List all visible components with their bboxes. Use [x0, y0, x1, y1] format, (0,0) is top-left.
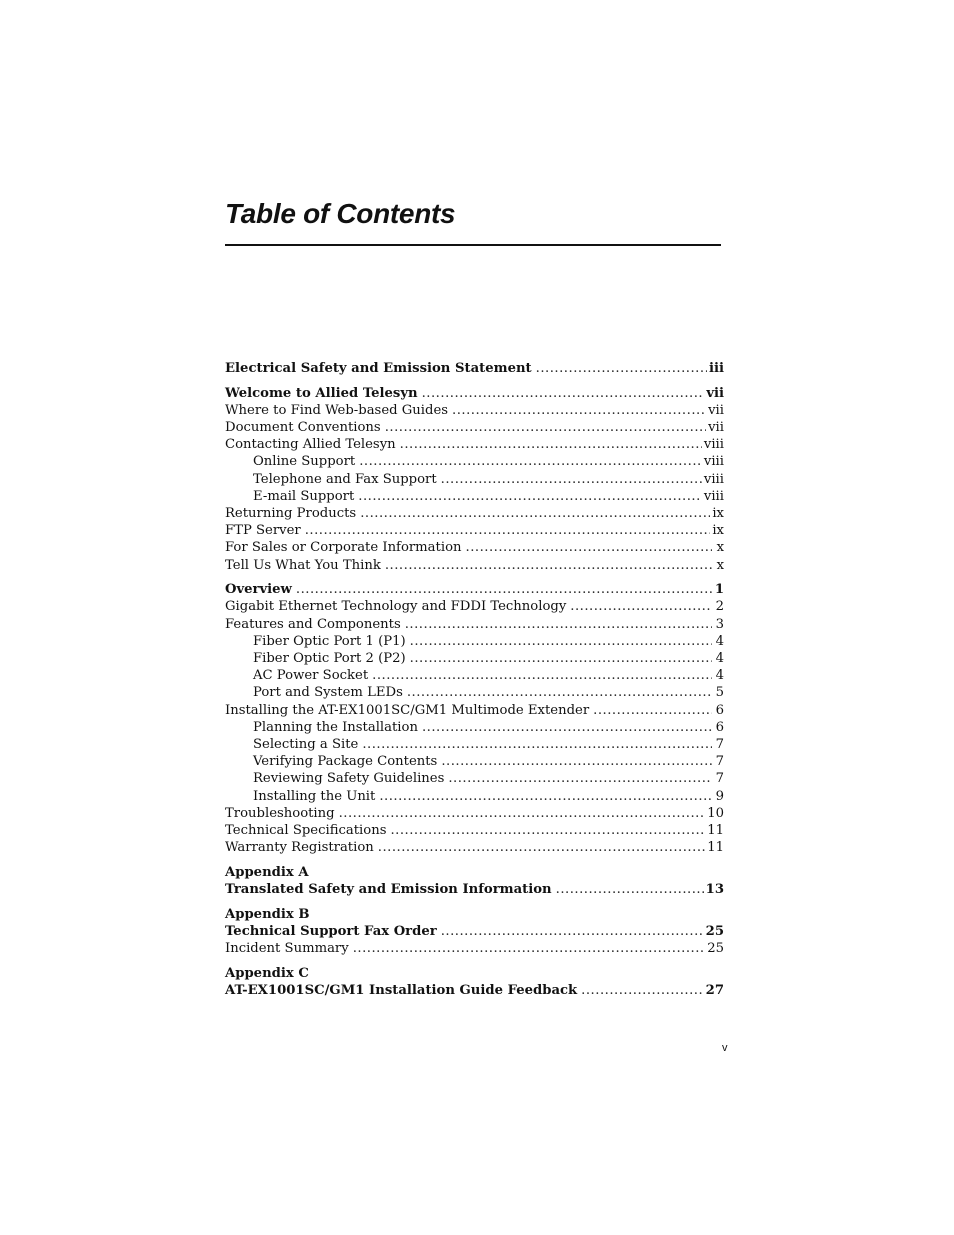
- toc-entry-page: 6: [715, 719, 724, 735]
- toc-leader-dots: [448, 770, 712, 787]
- toc-entry-label: Features and Components: [225, 616, 401, 632]
- toc-entry-label: AT-EX1001SC/GM1 Installation Guide Feedback: [225, 982, 578, 998]
- toc-entry-label: For Sales or Corporate Information: [225, 540, 462, 556]
- toc-leader-dots: [570, 598, 712, 615]
- toc-entry-label: Document Conventions: [225, 420, 381, 436]
- table-of-contents: [225, 360, 724, 999]
- toc-entry[interactable]: [225, 667, 724, 684]
- toc-entry-page: 4: [715, 668, 724, 684]
- toc-entry-label: Welcome to Allied Telesyn: [225, 385, 418, 401]
- toc-entry-page: 1: [714, 582, 724, 598]
- toc-entry[interactable]: [225, 488, 724, 505]
- title-rule: [225, 244, 721, 246]
- toc-leader-dots: [407, 684, 712, 701]
- toc-entry-label: Technical Support Fax Order: [225, 923, 437, 939]
- toc-leader-dots: [353, 940, 706, 957]
- toc-entry[interactable]: [225, 719, 724, 736]
- toc-entry-page: 11: [707, 822, 724, 838]
- toc-leader-dots: [410, 650, 712, 667]
- toc-leader-dots: [441, 753, 712, 770]
- toc-section-heading[interactable]: [225, 965, 724, 982]
- toc-leader-dots: [378, 839, 705, 856]
- toc-leader-dots: [422, 719, 712, 736]
- toc-entry-label: Warranty Registration: [225, 840, 374, 856]
- toc-entry[interactable]: [225, 522, 724, 539]
- toc-entry[interactable]: [225, 436, 724, 453]
- toc-entry-page: 5: [715, 685, 724, 701]
- toc-entry-page: 3: [715, 616, 724, 632]
- toc-leader-dots: [410, 633, 712, 650]
- toc-entry-label: Selecting a Site: [253, 736, 359, 752]
- toc-leader-dots: [593, 702, 712, 719]
- toc-leader-dots: [422, 385, 705, 402]
- toc-entry[interactable]: [225, 598, 724, 615]
- toc-leader-dots: [536, 360, 707, 377]
- toc-leader-dots: [360, 505, 710, 522]
- toc-entry-page: 11: [707, 840, 724, 856]
- toc-entry-label: Verifying Package Contents: [253, 754, 438, 770]
- toc-entry-page: 2: [715, 599, 724, 615]
- toc-entry[interactable]: [225, 505, 724, 522]
- toc-entry-label: Fiber Optic Port 2 (P2): [253, 651, 406, 666]
- toc-leader-dots: [385, 419, 706, 436]
- toc-entry-label: Returning Products: [225, 506, 357, 521]
- toc-entry-page: 7: [715, 754, 724, 770]
- toc-entry[interactable]: [225, 770, 724, 787]
- toc-entry-page: 27: [705, 982, 724, 998]
- toc-entry-page: ix: [712, 523, 724, 539]
- toc-leader-dots: [441, 923, 704, 940]
- toc-entry[interactable]: [225, 839, 724, 856]
- toc-entry[interactable]: [225, 453, 724, 470]
- toc-entry[interactable]: [225, 419, 724, 436]
- toc-leader-dots: [372, 667, 712, 684]
- toc-entry-label: Reviewing Safety Guidelines: [253, 771, 445, 787]
- toc-entry[interactable]: [225, 736, 724, 753]
- toc-entry[interactable]: [225, 633, 724, 650]
- toc-entry-page: x: [716, 557, 724, 573]
- toc-leader-dots: [359, 453, 702, 470]
- toc-entry-page: 25: [705, 923, 724, 939]
- toc-entry-label: Port and System LEDs: [253, 685, 403, 701]
- toc-leader-dots: [385, 557, 712, 574]
- toc-leader-dots: [581, 982, 703, 999]
- toc-section-heading[interactable]: [225, 864, 724, 881]
- toc-entry[interactable]: [225, 881, 724, 898]
- toc-entry-label: Translated Safety and Emission Information: [225, 881, 552, 897]
- toc-entry[interactable]: [225, 402, 724, 419]
- toc-entry-label: Tell Us What You Think: [225, 557, 381, 573]
- toc-section-heading[interactable]: [225, 906, 724, 923]
- toc-entry[interactable]: [225, 753, 724, 770]
- toc-leader-dots: [400, 436, 702, 453]
- toc-leader-dots: [358, 488, 702, 505]
- toc-entry[interactable]: [225, 702, 724, 719]
- toc-entry[interactable]: [225, 822, 724, 839]
- toc-entry-page: viii: [703, 488, 724, 504]
- toc-entry-label: Contacting Allied Telesyn: [225, 437, 396, 453]
- toc-entry-page: 7: [715, 736, 724, 752]
- toc-entry-page: ix: [712, 506, 724, 521]
- toc-entry-label: Gigabit Ethernet Technology and FDDI Technology: [225, 599, 567, 615]
- toc-leader-dots: [452, 402, 706, 419]
- toc-entry-page: viii: [703, 437, 724, 453]
- toc-entry-label: Troubleshooting: [225, 805, 335, 821]
- toc-entry-label: Incident Summary: [225, 941, 349, 956]
- toc-entry[interactable]: [225, 982, 724, 999]
- toc-entry[interactable]: [225, 360, 724, 377]
- toc-entry-label: Appendix C: [225, 965, 309, 981]
- toc-entry-label: Electrical Safety and Emission Statement: [225, 361, 532, 376]
- toc-entry-page: vii: [706, 385, 724, 401]
- toc-entry-page: 6: [715, 702, 724, 718]
- toc-entry-label: AC Power Socket: [253, 668, 369, 684]
- toc-leader-dots: [305, 522, 711, 539]
- toc-entry-page: 10: [707, 805, 724, 821]
- toc-entry-page: vii: [708, 402, 724, 418]
- toc-entry[interactable]: [225, 471, 724, 488]
- toc-entry[interactable]: [225, 650, 724, 667]
- toc-leader-dots: [296, 581, 712, 598]
- toc-entry-page: 4: [715, 633, 724, 649]
- toc-leader-dots: [390, 822, 705, 839]
- toc-leader-dots: [362, 736, 712, 753]
- toc-entry-label: Overview: [225, 582, 292, 598]
- toc-entry-page: x: [716, 540, 724, 556]
- toc-leader-dots: [441, 471, 702, 488]
- toc-leader-dots: [466, 539, 713, 556]
- toc-entry[interactable]: [225, 940, 724, 957]
- toc-entry[interactable]: [225, 557, 724, 574]
- toc-entry[interactable]: [225, 805, 724, 822]
- page-title: Table of Contents: [225, 198, 456, 229]
- toc-entry-page: iii: [708, 361, 724, 376]
- toc-entry-label: Installing the Unit: [253, 788, 376, 804]
- toc-entry-label: Planning the Installation: [253, 719, 418, 735]
- toc-entry-page: 4: [715, 651, 724, 666]
- toc-leader-dots: [339, 805, 706, 822]
- toc-entry[interactable]: [225, 923, 724, 940]
- toc-leader-dots: [379, 788, 712, 805]
- toc-entry-label: Fiber Optic Port 1 (P1): [253, 633, 406, 649]
- toc-entry-page: viii: [703, 454, 724, 470]
- toc-entry-label: Where to Find Web-based Guides: [225, 402, 449, 418]
- toc-entry-page: 7: [715, 771, 724, 787]
- toc-entry-page: 9: [715, 788, 724, 804]
- toc-entry[interactable]: [225, 616, 724, 633]
- toc-entry-label: Installing the AT-EX1001SC/GM1 Multimode Extender: [225, 702, 590, 718]
- toc-entry[interactable]: [225, 684, 724, 701]
- toc-entry[interactable]: [225, 539, 724, 556]
- toc-entry-label: Telephone and Fax Support: [253, 471, 437, 487]
- toc-entry[interactable]: [225, 788, 724, 805]
- toc-leader-dots: [556, 881, 704, 898]
- toc-entry-label: Appendix A: [225, 864, 309, 880]
- toc-entry-page: 13: [705, 881, 724, 897]
- toc-entry[interactable]: [225, 581, 724, 598]
- toc-entry-label: Technical Specifications: [225, 822, 387, 838]
- toc-entry-page: viii: [703, 471, 724, 487]
- toc-entry[interactable]: [225, 385, 724, 402]
- toc-entry-label: E-mail Support: [253, 488, 355, 504]
- toc-entry-label: Online Support: [253, 454, 356, 470]
- toc-entry-label: Appendix B: [225, 906, 310, 922]
- toc-leader-dots: [405, 616, 712, 633]
- toc-entry-page: 25: [707, 941, 724, 956]
- toc-entry-page: vii: [708, 420, 724, 436]
- page-number: v: [722, 1042, 728, 1054]
- toc-entry-label: FTP Server: [225, 523, 301, 539]
